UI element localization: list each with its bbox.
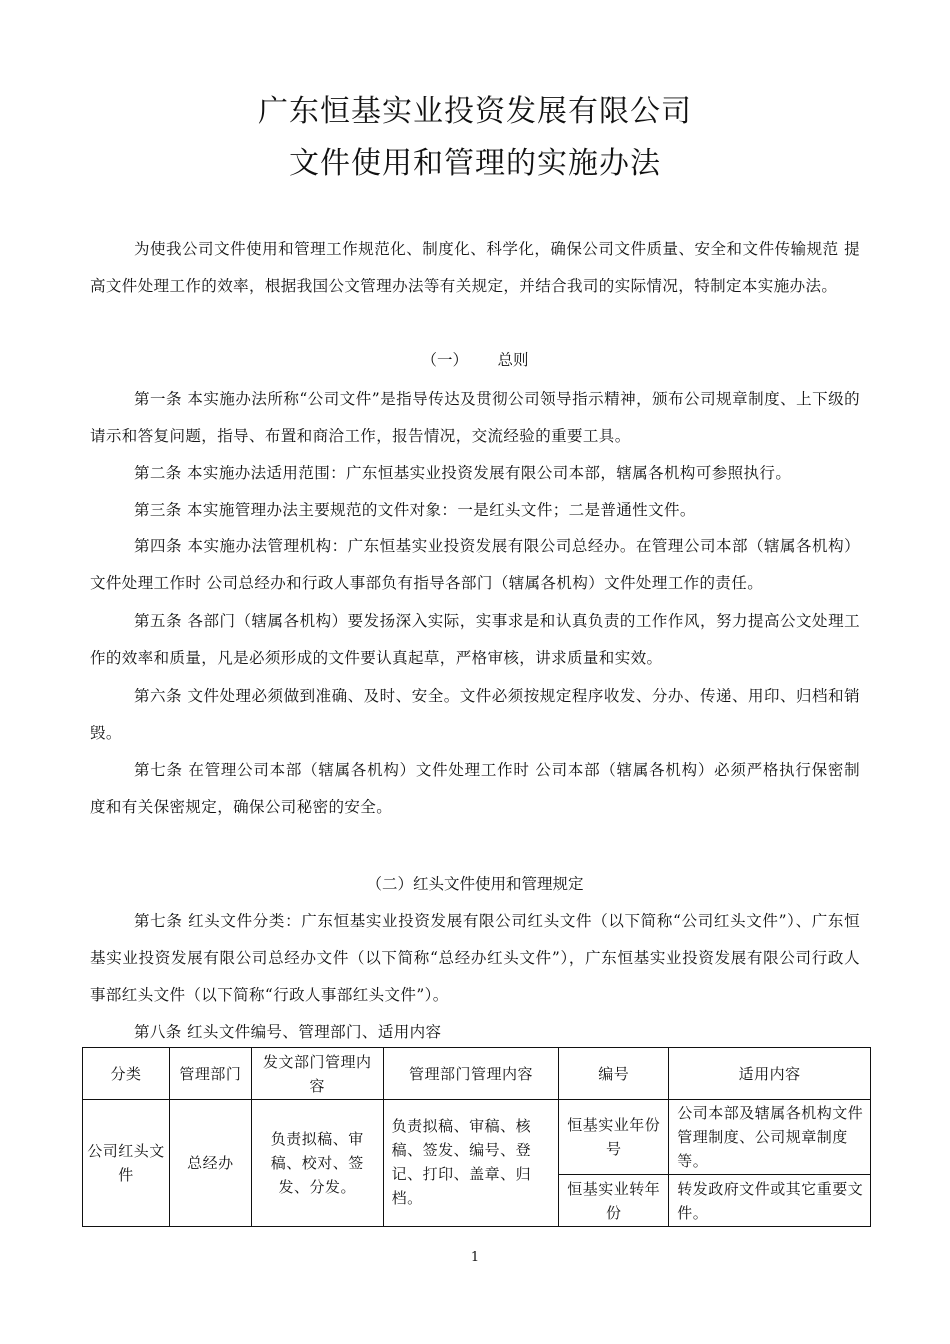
red-header-file-table (82, 1047, 871, 1227)
cell-issuing: 负责拟稿、审稿、校对、签发、分发。 (251, 1100, 383, 1227)
table-row (83, 1100, 871, 1175)
article-6: 第六条 文件处理必须做到准确、及时、安全。文件必须按规定程序收发、分办、传递、用印、归档和销毁。 (90, 687, 860, 742)
cell-category: 公司红头文件 (83, 1100, 170, 1227)
header-dept-content: 管理部门管理内容 (383, 1048, 559, 1100)
article-4: 第四条 本实施办法管理机构：广东恒基实业投资发展有限公司总经办。在管理公司本部（辖属各机构）文件处理工作时 公司总经办和行政人事部负有指导各部门（辖属各机构）文件处理工作的责任。 (90, 537, 860, 592)
header-applicable: 适用内容 (669, 1048, 871, 1100)
article-1: 第一条 本实施办法所称“公司文件”是指导传达及贯彻公司领导指示精神，颁布公司规章制度、上下级的请示和答复问题，指导、布置和商洽工作，报告情况，交流经验的重要工具。 (90, 390, 860, 445)
article-5: 第五条 各部门（辖属各机构）要发扬深入实际，实事求是和认真负责的工作作风，努力提高公文处理工作的效率和质量，凡是必须形成的文件要认真起草，严格审核，讲求质量和实效。 (90, 612, 860, 667)
header-dept: 管理部门 (169, 1048, 251, 1100)
section-heading-general (0, 348, 950, 370)
article-7-classification: 第七条 红头文件分类：广东恒基实业投资发展有限公司红头文件（以下简称“公司红头文件”）、广东恒基实业投资发展有限公司总经办文件（以下简称“总经办红头文件”），广东恒基实业投资发展有限公司行政人事部红头文件（以下简称“行政人事部红头文件”）。 (90, 912, 860, 1004)
cell-dept: 总经办 (169, 1100, 251, 1227)
cell-applicable-1: 公司本部及辖属各机构文件管理制度、公司规章制度等。 (669, 1100, 871, 1175)
article-2: 第二条 本实施办法适用范围：广东恒基实业投资发展有限公司本部，辖属各机构可参照执行。 (134, 464, 792, 482)
header-number: 编号 (559, 1048, 669, 1100)
header-issuing: 发文部门管理内容 (251, 1048, 383, 1100)
intro-paragraph: 为使我公司文件使用和管理工作规范化、制度化、科学化，确保公司文件质量、安全和文件传输规范 提高文件处理工作的效率，根据我国公文管理办法等有关规定，并结合我司的实际情况，特制定本实施办法。 (90, 240, 860, 295)
cell-number-2: 恒基实业转年份 (559, 1175, 669, 1227)
cell-dept-content: 负责拟稿、审稿、核稿、签发、编号、登记、打印、盖章、归档。 (383, 1100, 559, 1227)
document-subtitle: 文件使用和管理的实施办法 (289, 146, 661, 181)
page-number: 1 (470, 1250, 480, 1265)
section-heading-red-header: （二）红头文件使用和管理规定 (366, 875, 584, 893)
cell-number-1: 恒基实业年份号 (559, 1100, 669, 1175)
header-category: 分类 (83, 1048, 170, 1100)
article-7-confidentiality: 第七条 在管理公司本部（辖属各机构）文件处理工作时 公司本部（辖属各机构）必须严格执行保密制度和有关保密规定，确保公司秘密的安全。 (90, 761, 860, 816)
document-title: 广东恒基实业投资发展有限公司 (258, 94, 692, 129)
article-3: 第三条 本实施管理办法主要规范的文件对象：一是红头文件；二是普通性文件。 (134, 501, 696, 519)
table-header-row (83, 1048, 871, 1100)
article-8: 第八条 红头文件编号、管理部门、适用内容 (134, 1023, 442, 1041)
cell-applicable-2: 转发政府文件或其它重要文件。 (669, 1175, 871, 1227)
section-heading-text: （一） 总则 (421, 351, 529, 369)
